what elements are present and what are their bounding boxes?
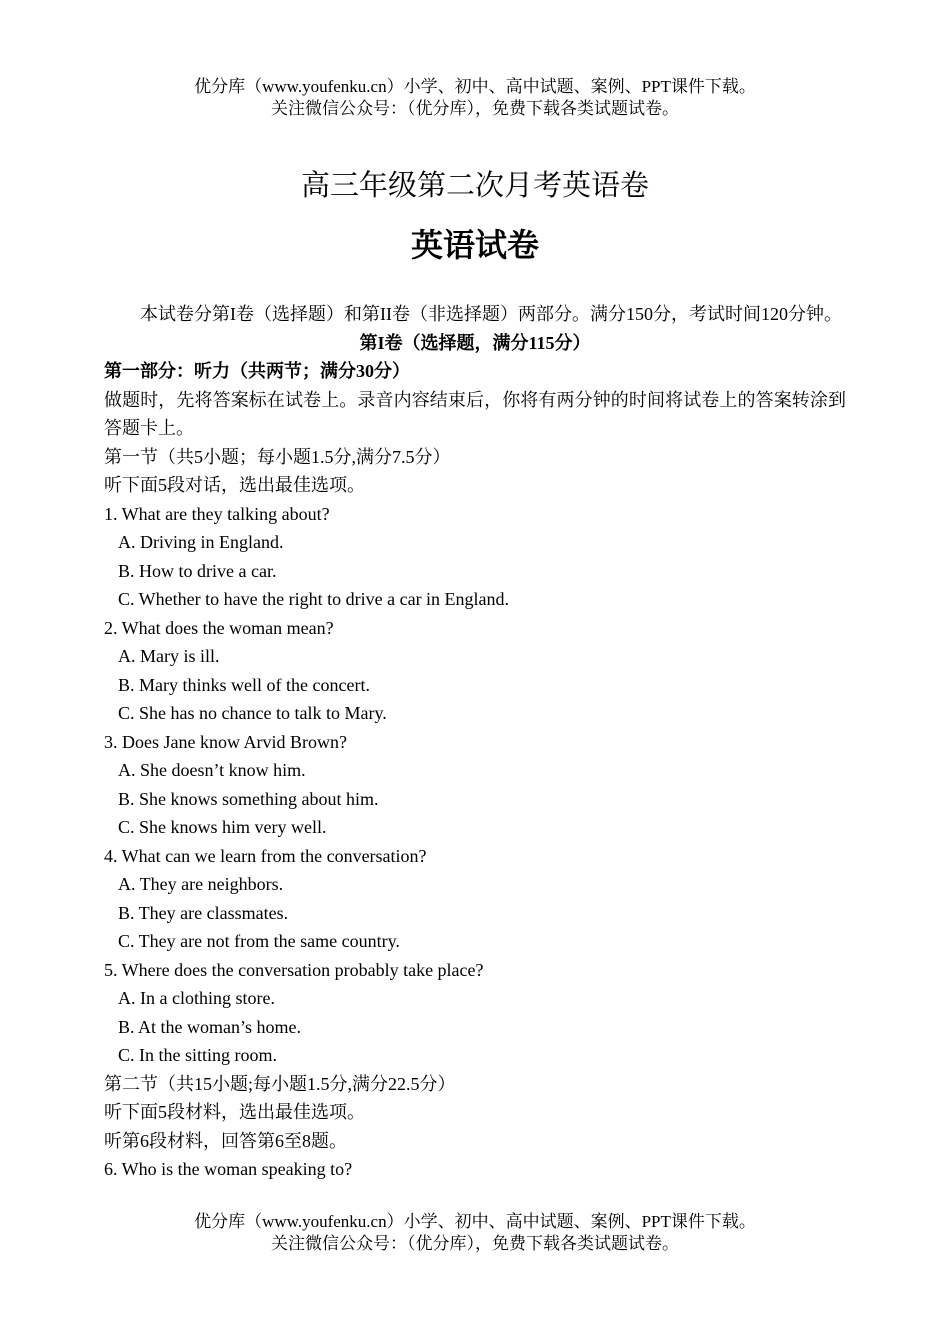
footer-line-2: 关注微信公众号：（优分库），免费下载各类试题试卷。	[271, 1234, 679, 1253]
header-line-2: 关注微信公众号：（优分库），免费下载各类试题试卷。	[271, 99, 679, 118]
section2-sub-instruction: 听第6段材料，回答第6至8题。	[104, 1130, 347, 1151]
question-text: 2. What does the woman mean?	[104, 617, 334, 638]
option-c: C. She has no chance to talk to Mary.	[118, 703, 387, 723]
option-c: C. They are not from the same country.	[118, 931, 400, 951]
option-c: C. In the sitting room.	[118, 1045, 277, 1065]
question-text: 1. What are they talking about?	[104, 503, 330, 524]
intro-paragraph: 本试卷分第I卷（选择题）和第II卷（非选择题）两部分。满分150分，考试时间120分钟。	[140, 304, 842, 324]
question-text: 4. What can we learn from the conversation?	[104, 845, 427, 866]
question-4	[104, 842, 846, 956]
listening-heading: 第一部分：听力（共两节；满分30分）	[104, 361, 410, 381]
section2-heading: 第二节（共15小题;每小题1.5分,满分22.5分）	[104, 1073, 456, 1094]
question-1	[104, 500, 846, 614]
section2-instruction: 听下面5段材料，选出最佳选项。	[104, 1102, 365, 1122]
footer-line-1: 优分库（www.youfenku.cn）小学、初中、高中试题、案例、PPT课件下载。	[194, 1212, 756, 1231]
part1-heading: 第I卷（选择题，满分115分）	[359, 332, 591, 353]
option-a: A. Mary is ill.	[118, 646, 220, 666]
option-b: B. How to drive a car.	[118, 560, 277, 581]
option-c: C. She knows him very well.	[118, 817, 327, 837]
option-a: A. They are neighbors.	[118, 874, 284, 894]
question-text: 3. Does Jane know Arvid Brown?	[104, 731, 347, 752]
listening-instructions: 做题时，先将答案标在试卷上。录音内容结束后，你将有两分钟的时间将试卷上的答案转涂到答题卡上。	[104, 389, 846, 438]
option-b: B. At the woman’s home.	[118, 1016, 301, 1037]
page-header	[0, 76, 950, 120]
question-6: 6. Who is the woman speaking to?	[104, 1159, 353, 1179]
section1-instruction: 听下面5段对话，选出最佳选项。	[104, 475, 365, 495]
exam-body	[104, 300, 846, 1184]
option-b: B. Mary thinks well of the concert.	[118, 674, 370, 695]
option-a: A. She doesn’t know him.	[118, 760, 306, 780]
option-c: C. Whether to have the right to drive a car in England.	[118, 589, 510, 609]
question-5	[104, 956, 846, 1070]
option-a: A. Driving in England.	[118, 532, 284, 552]
question-2	[104, 614, 846, 728]
exam-title: 高三年级第二次月考英语卷	[300, 170, 649, 202]
option-b: B. She knows something about him.	[118, 788, 379, 809]
question-text: 5. Where does the conversation probably take place?	[104, 959, 484, 980]
page-footer	[0, 1211, 950, 1255]
question-3	[104, 728, 846, 842]
exam-subtitle: 英语试卷	[410, 226, 539, 264]
section1-heading: 第一节（共5小题；每小题1.5分,满分7.5分）	[104, 446, 451, 467]
option-a: A. In a clothing store.	[118, 988, 275, 1008]
header-line-1: 优分库（www.youfenku.cn）小学、初中、高中试题、案例、PPT课件下载。	[194, 77, 756, 96]
option-b: B. They are classmates.	[118, 902, 289, 923]
